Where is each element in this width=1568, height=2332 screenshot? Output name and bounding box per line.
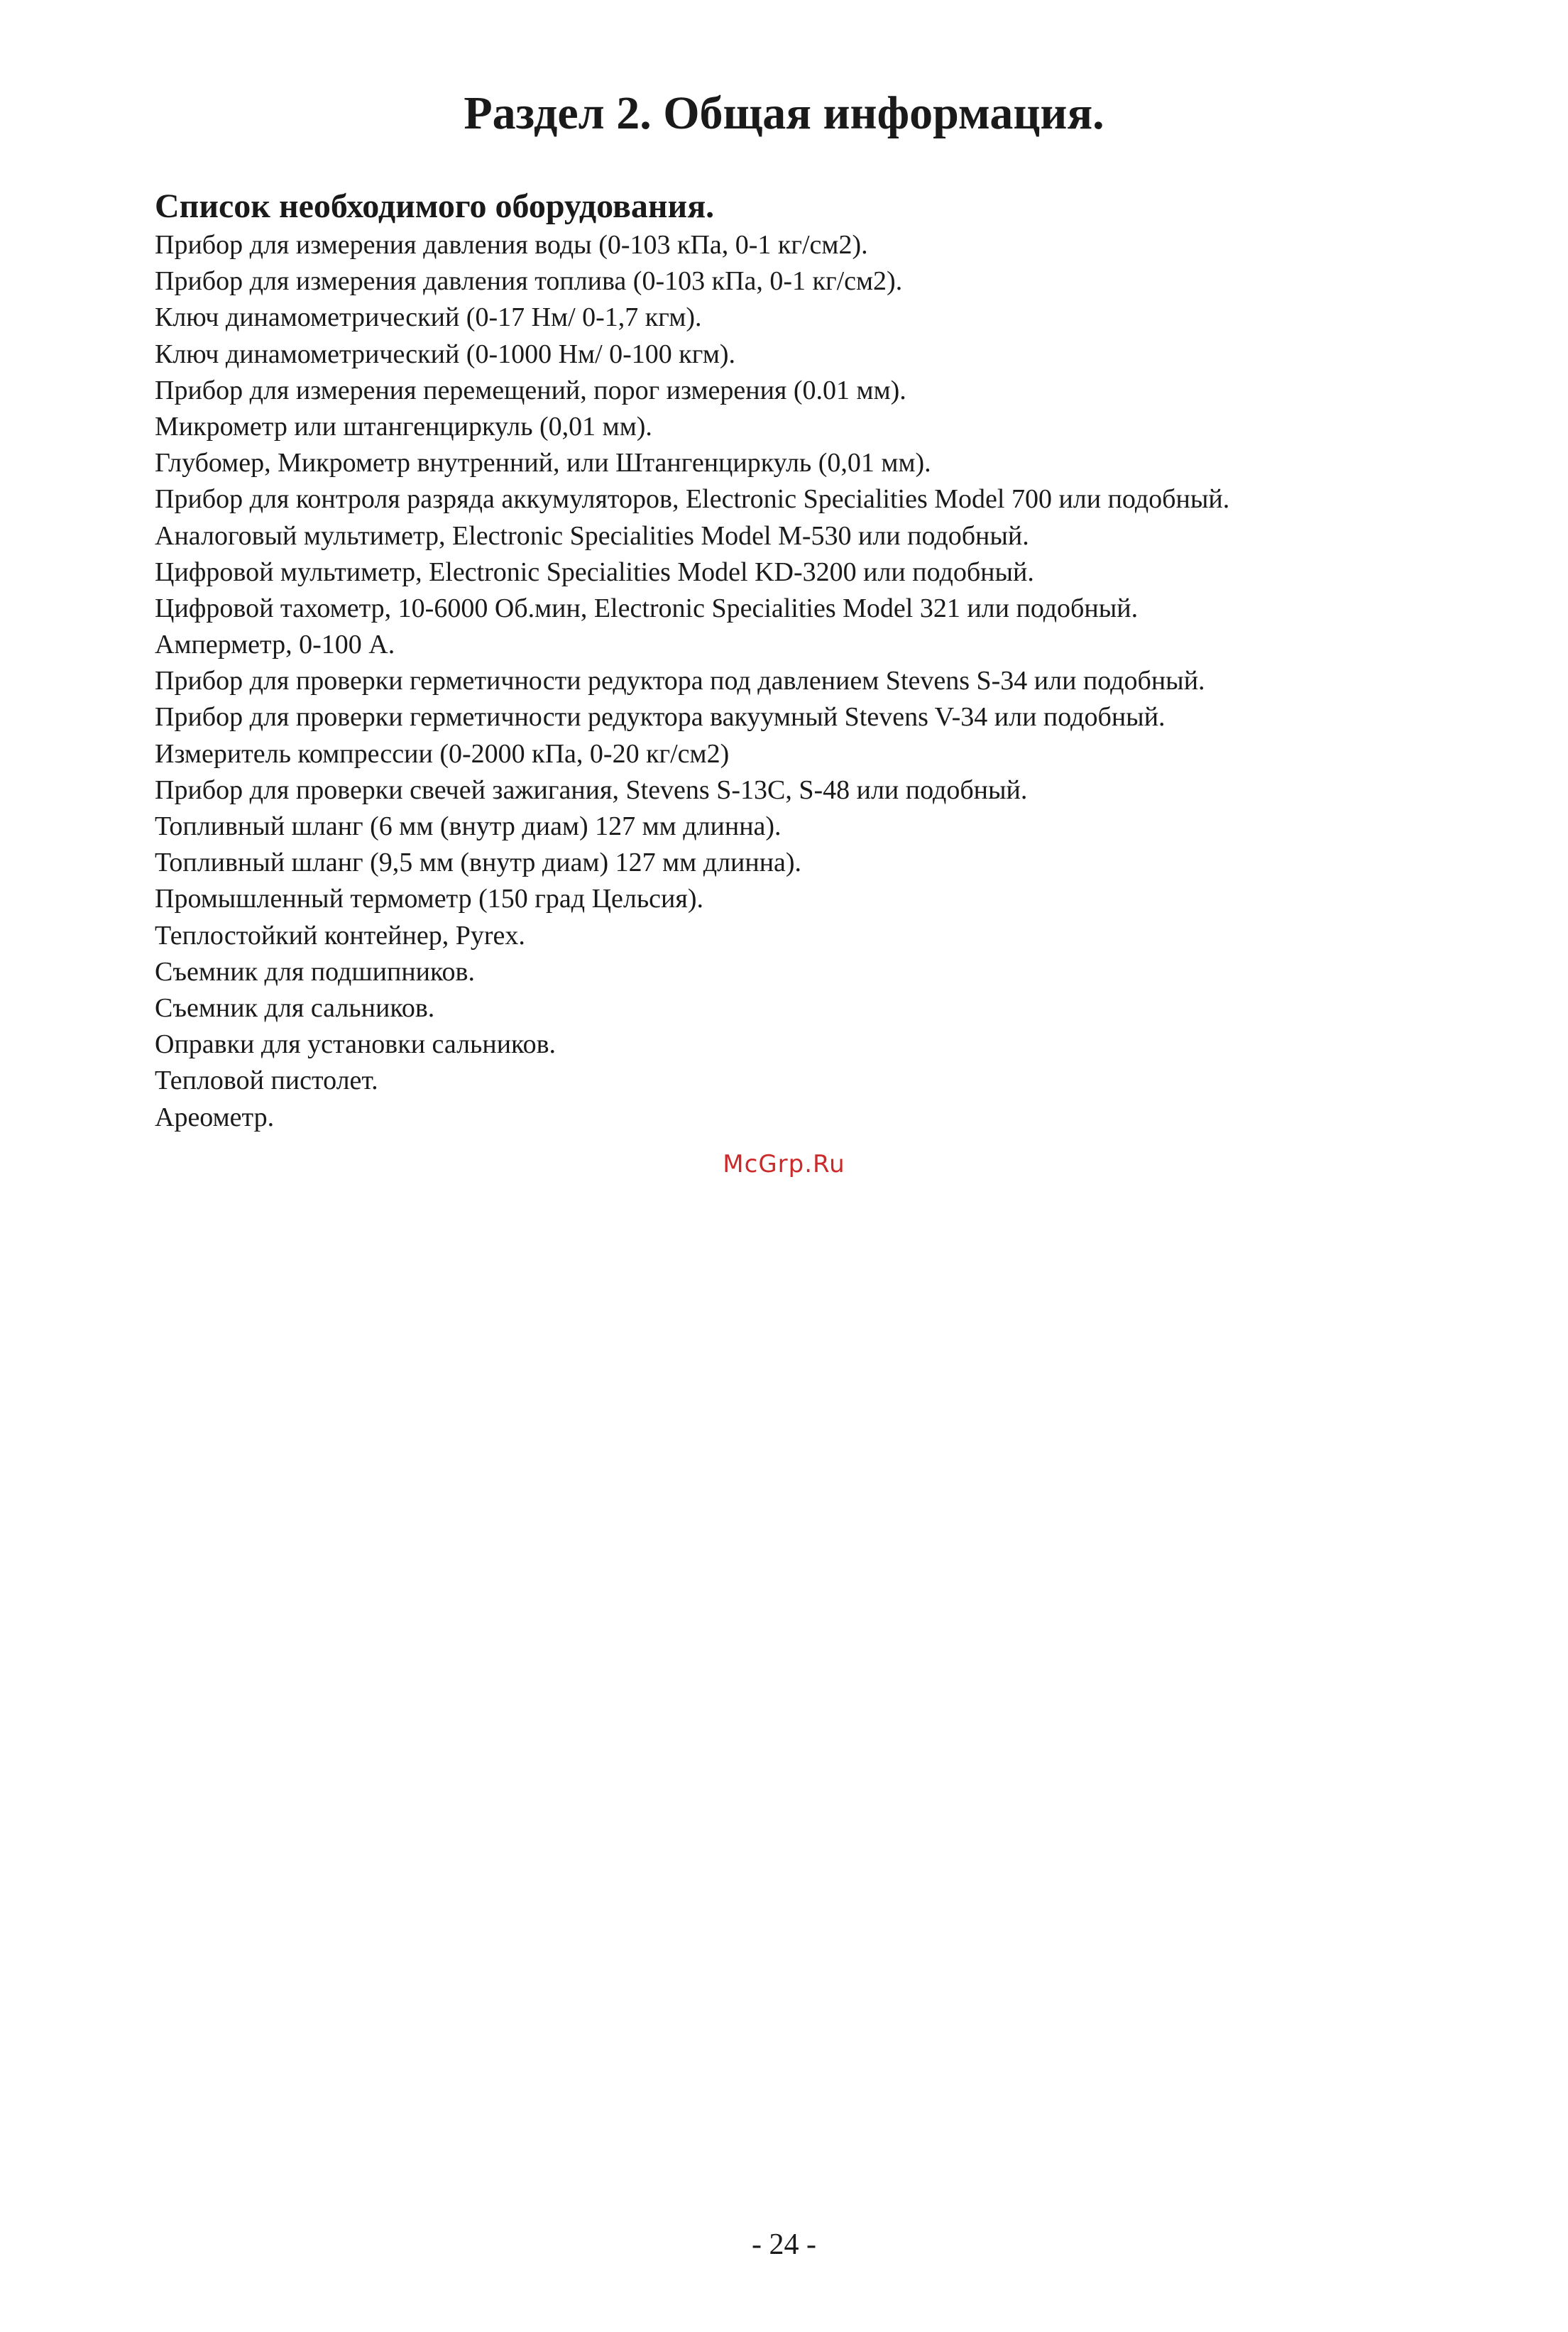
list-item: Глубомер, Микрометр внутренний, или Штангенциркуль (0,01 мм). bbox=[155, 448, 931, 478]
list-item: Измеритель компрессии (0-2000 кПа, 0-20 кг/см2) bbox=[155, 738, 730, 769]
list-item: Микрометр или штангенциркуль (0,01 мм). bbox=[155, 411, 652, 442]
list-item: Съемник для сальников. bbox=[155, 992, 435, 1023]
list-item: Прибор для проверки герметичности редуктора под давлением Stevens S-34 или подобный. bbox=[155, 666, 1205, 696]
page-title: Раздел 2. Общая информация. bbox=[464, 87, 1104, 139]
list-item: Топливный шланг (6 мм (внутр диам) 127 мм длинна). bbox=[155, 811, 782, 841]
list-item: Ключ динамометрический (0-17 Нм/ 0-1,7 кгм). bbox=[155, 302, 702, 333]
list-item: Цифровой тахометр, 10-6000 Об.мин, Electronic Specialities Model 321 или подобный. bbox=[155, 593, 1139, 623]
list-item: Амперметр, 0-100 А. bbox=[155, 630, 395, 660]
list-item: Ареометр. bbox=[155, 1102, 275, 1132]
equipment-list bbox=[155, 227, 1229, 1136]
section-heading: Список необходимого оборудования. bbox=[155, 187, 715, 225]
list-item: Ключ динамометрический (0-1000 Нм/ 0-100 кгм). bbox=[155, 339, 736, 369]
list-item: Топливный шланг (9,5 мм (внутр диам) 127 мм длинна). bbox=[155, 848, 802, 878]
list-item: Цифровой мультиметр, Electronic Specialities Model KD-3200 или подобный. bbox=[155, 557, 1034, 587]
list-item: Прибор для проверки свечей зажигания, Stevens S-13C, S-48 или подобный. bbox=[155, 774, 1028, 805]
list-item: Прибор для проверки герметичности редуктора вакуумный Stevens V-34 или подобный. bbox=[155, 702, 1166, 733]
list-item: Тепловой пистолет. bbox=[155, 1066, 378, 1096]
list-item: Прибор для измерения перемещений, порог измерения (0.01 мм). bbox=[155, 375, 906, 405]
list-item: Теплостойкий контейнер, Pyrex. bbox=[155, 920, 525, 951]
list-item: Аналоговый мультиметр, Electronic Specialities Model M-530 или подобный. bbox=[155, 520, 1029, 551]
list-item: Прибор для контроля разряда аккумуляторов, Electronic Specialities Model 700 или подобный. bbox=[155, 484, 1230, 515]
list-item: Прибор для измерения давления воды (0-103 кПа, 0-1 кг/см2). bbox=[155, 230, 868, 260]
list-item: Оправки для установки сальников. bbox=[155, 1029, 557, 1060]
list-item: Прибор для измерения давления топлива (0-103 кПа, 0-1 кг/см2). bbox=[155, 266, 903, 297]
page-number: - 24 - bbox=[752, 2228, 816, 2261]
list-item: Съемник для подшипников. bbox=[155, 956, 475, 987]
list-item: Промышленный термометр (150 град Цельсия). bbox=[155, 884, 704, 914]
watermark-text: McGrp.Ru bbox=[723, 1150, 845, 1178]
